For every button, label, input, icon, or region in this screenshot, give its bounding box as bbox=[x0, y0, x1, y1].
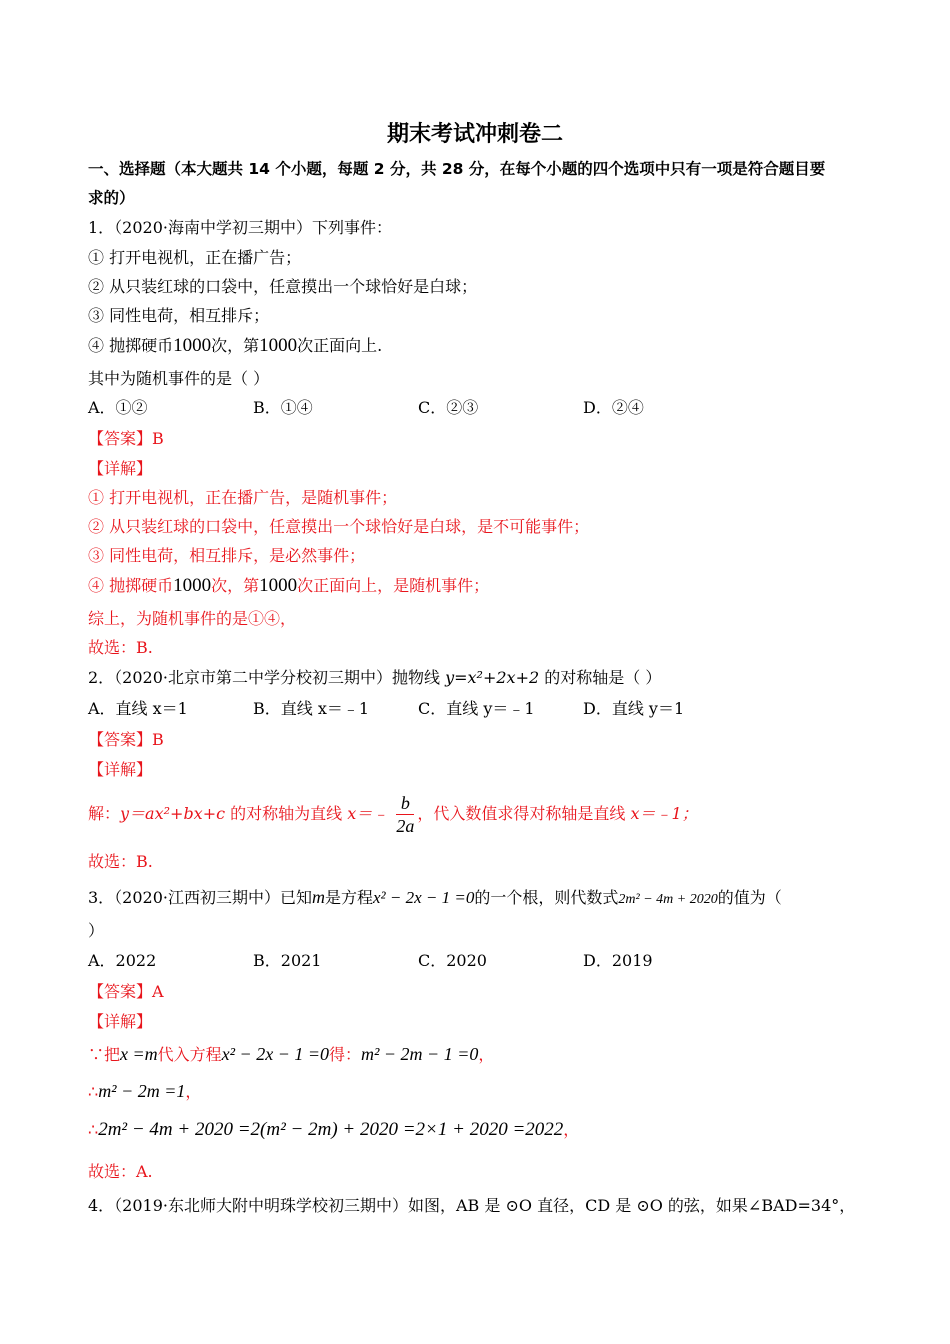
q1-event-2: ② 从只装红球的口袋中，任意摸出一个球恰好是白球； bbox=[88, 277, 478, 296]
q1-option-c: C．②③ bbox=[418, 398, 479, 417]
q1-solution-1: ① 打开电视机，正在播广告，是随机事件； bbox=[88, 488, 398, 507]
q3-l1-eq2: x² − 2x − 1 =0 bbox=[221, 1044, 329, 1064]
q1-s4-text-b: 次，第 bbox=[211, 576, 260, 595]
q3-l1-c: 得： bbox=[329, 1045, 362, 1064]
q1-stem: 1．（2020·海南中学初三期中）下列事件： bbox=[88, 218, 392, 237]
q3-option-b: B．2021 bbox=[253, 951, 322, 970]
q3-detail-label: 【详解】 bbox=[88, 1012, 153, 1031]
q2-stem-a: 2．（2020·北京市第二中学分校初三期中）抛物线 bbox=[88, 668, 446, 687]
q3-stem-a: 3．（2020·江西初三期中）已知 bbox=[88, 888, 312, 907]
q2-sol-a: 解： bbox=[88, 804, 121, 823]
q3-equation: x² − 2x − 1 =0 bbox=[373, 888, 475, 907]
q2-detail-label: 【详解】 bbox=[88, 760, 153, 779]
q2-option-b: B．直线 x＝﹣1 bbox=[253, 699, 370, 718]
q1-solution-4 bbox=[88, 576, 489, 596]
q2-equation: y=x²+2x+2 bbox=[445, 668, 540, 687]
q1-e4-number: 1000 bbox=[173, 335, 212, 356]
q3-solution-2 bbox=[88, 1081, 201, 1102]
q3-l2-therefore: ∴ bbox=[88, 1082, 99, 1101]
q3-l1-a: ∵把 bbox=[88, 1045, 121, 1064]
section-header: 一、选择题（本大题共 14 个小题，每题 2 分，共 28 分，在每个小题的四个选项中只有一项是符合题目要 bbox=[88, 160, 826, 178]
q2-sol-b: 的对称轴为直线 bbox=[225, 804, 348, 823]
q3-solution-1 bbox=[88, 1044, 494, 1065]
q1-detail-label: 【详解】 bbox=[88, 459, 153, 478]
q1-e4-text-a: ④ 抛掷硬币 bbox=[88, 336, 174, 355]
q3-stem-d: 的值为（ bbox=[717, 888, 782, 907]
section-header-cont: 求的） bbox=[88, 189, 135, 207]
q1-s4-number: 1000 bbox=[173, 575, 212, 596]
q3-option-d: D．2019 bbox=[583, 951, 653, 970]
q2-solution bbox=[88, 788, 698, 840]
q3-stem-b: 是方程 bbox=[325, 888, 374, 907]
q3-end: 故选：A. bbox=[88, 1162, 153, 1181]
q3-l3-d: ， bbox=[563, 1120, 580, 1139]
q2-sol-c: ，代入数值求得对称轴是直线 bbox=[417, 804, 631, 823]
q1-option-a: A．①② bbox=[88, 398, 148, 417]
q1-solution-5: 综上，为随机事件的是①④， bbox=[88, 609, 297, 628]
q3-option-a: A．2022 bbox=[88, 951, 157, 970]
q4-stem: 4．（2019·东北师大附中明珠学校初三期中）如图，AB 是 ⊙O 直径，CD 是 ⊙O 的弦，如果∠BAD=34°， bbox=[88, 1196, 856, 1215]
q1-s4-number-2: 1000 bbox=[259, 575, 298, 596]
q1-e4-text-c: 次正面向上. bbox=[297, 336, 383, 355]
q3-l3-therefore: ∴ bbox=[88, 1120, 99, 1139]
q1-e4-number-2: 1000 bbox=[259, 335, 298, 356]
q1-ask: 其中为随机事件的是（ ） bbox=[88, 369, 270, 388]
q1-answer: 【答案】B bbox=[88, 429, 164, 448]
q1-event-1: ① 打开电视机，正在播广告； bbox=[88, 248, 302, 267]
q1-s4-text-c: 次正面向上，是随机事件； bbox=[297, 576, 490, 595]
page-title: 期末考试冲刺卷二 bbox=[386, 122, 563, 147]
q3-l1-b: 代入方程 bbox=[157, 1045, 222, 1064]
q3-l1-d: ， bbox=[478, 1045, 495, 1064]
q3-variable-m: m bbox=[312, 887, 325, 907]
q3-stem-c: 的一个根，则代数式 bbox=[474, 888, 619, 907]
q3-option-c: C．2020 bbox=[418, 951, 487, 970]
q2-fraction-denominator: 2a bbox=[396, 816, 415, 836]
q3-solution-3 bbox=[88, 1120, 579, 1140]
q2-end: 故选：B. bbox=[88, 852, 153, 871]
q1-solution-3: ③ 同性电荷，相互排斥，是必然事件； bbox=[88, 546, 366, 565]
q1-option-d: D．②④ bbox=[583, 398, 644, 417]
q3-l2-eq: m² − 2m =1 bbox=[98, 1081, 186, 1101]
q3-l1-eq3: m² − 2m − 1 =0 bbox=[361, 1044, 479, 1064]
q3-stem bbox=[88, 887, 782, 910]
q2-fraction bbox=[396, 792, 414, 837]
q3-l2-d: ， bbox=[185, 1082, 202, 1101]
q1-option-b: B．①④ bbox=[253, 398, 313, 417]
q1-solution-6: 故选：B. bbox=[88, 638, 153, 657]
q2-stem-b: 的对称轴是（ ） bbox=[539, 668, 662, 687]
q3-answer: 【答案】A bbox=[88, 982, 164, 1001]
q3-l3-eq: 2m² − 4m + 2020 =2(m² − 2m) + 2020 =2×1 + 2020 =2022 bbox=[98, 1119, 564, 1140]
q3-l1-eq: x =m bbox=[120, 1044, 158, 1064]
q2-option-d: D．直线 y＝1 bbox=[583, 699, 685, 718]
q2-option-a: A．直线 x＝1 bbox=[88, 699, 188, 718]
q2-option-c: C．直线 y＝﹣1 bbox=[418, 699, 535, 718]
q3-stem-end: ） bbox=[88, 921, 105, 940]
q3-expression: 2m² − 4m + 2020 bbox=[618, 892, 718, 907]
q1-event-4 bbox=[88, 336, 382, 356]
q2-answer: 【答案】B bbox=[88, 730, 164, 749]
q1-solution-2: ② 从只装红球的口袋中，任意摸出一个球恰好是白球，是不可能事件； bbox=[88, 517, 590, 536]
q2-sol-equation: y＝ax²+bx+c bbox=[120, 804, 226, 823]
q1-event-3: ③ 同性电荷，相互排斥； bbox=[88, 306, 270, 325]
q2-sol-x: x＝﹣ bbox=[347, 804, 389, 823]
q2-stem bbox=[88, 668, 661, 688]
q2-sol-d: x＝﹣1； bbox=[630, 804, 698, 823]
q2-fraction-numerator: b bbox=[396, 792, 414, 815]
q1-s4-text-a: ④ 抛掷硬币 bbox=[88, 576, 174, 595]
q1-e4-text-b: 次，第 bbox=[211, 336, 260, 355]
